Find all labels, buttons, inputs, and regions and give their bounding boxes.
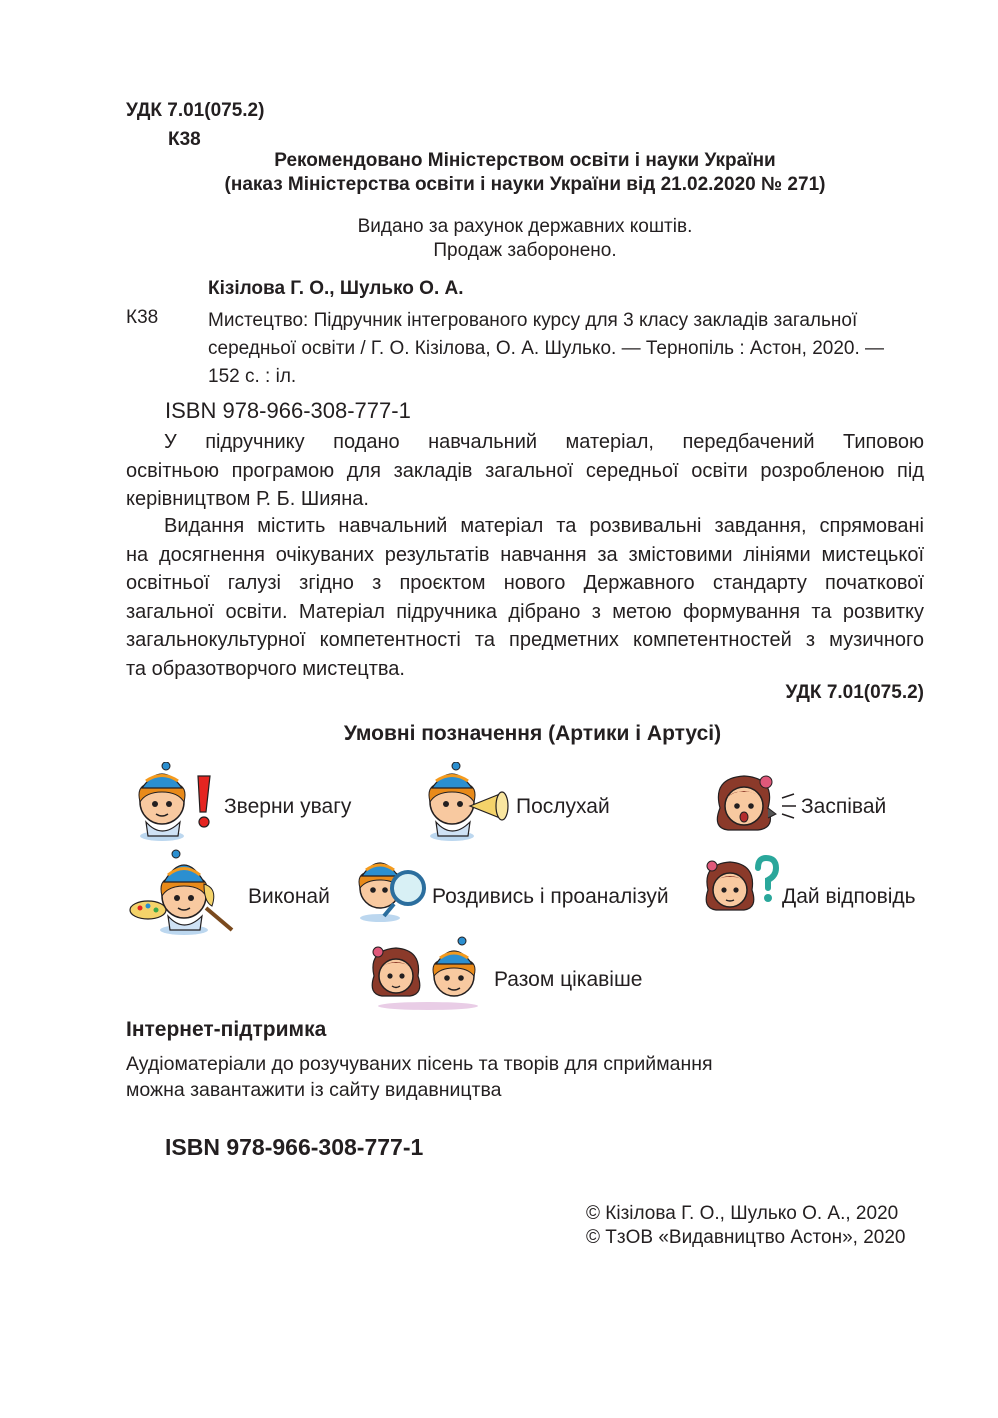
copyright-authors: © Кізілова Г. О., Шулько О. А., 2020 — [586, 1203, 899, 1224]
internet-support-line-2: можна завантажити із сайту видавництва — [126, 1079, 502, 1101]
legend-label-together: Разом цікавіше — [494, 968, 643, 991]
bibliography-line-1: Мистецтво: Підручник інтегрованого курсу для 3 класу закладів загальної — [208, 310, 858, 331]
legend-label-sing: Заспівай — [801, 795, 887, 818]
publication-note-2: Продаж заборонено. — [433, 240, 617, 261]
bibliography-line-2: середньої освіти / Г. О. Кізілова, О. А. Шулько. — Тернопіль : Астон, 2020. — — [208, 338, 885, 359]
boy-exclamation-icon — [128, 762, 220, 842]
legend-label-do: Виконай — [248, 885, 330, 908]
internet-support-line-1: Аудіоматеріали до розучуваних пісень та творів для сприймання — [126, 1053, 713, 1075]
author-mark: К38 — [168, 129, 201, 150]
legend-label-listen: Послухай — [516, 795, 610, 818]
girl-singing-icon — [706, 768, 800, 840]
annotation-line: та образотворчого мистецтва. — [126, 657, 405, 680]
boy-trumpet-icon — [414, 762, 518, 842]
udk-code: УДК 7.01(075.2) — [126, 100, 265, 121]
copyright-publisher: © ТзОВ «Видавництво Астон», 2020 — [586, 1227, 906, 1248]
legend-title: Умовні позначення (Артики і Артусі) — [343, 722, 722, 745]
publication-note-1: Видано за рахунок державних коштів. — [357, 216, 693, 237]
bibliography-code: К38 — [126, 307, 159, 328]
authors: Кізілова Г. О., Шулько О. А. — [208, 278, 464, 299]
recommendation-line-1: Рекомендовано Міністерством освіти і науки України — [274, 150, 776, 171]
annotation-line: Видання містить навчальний матеріал та розвивальні завдання, спрямовані — [164, 515, 924, 537]
boy-painting-icon — [128, 848, 238, 936]
legend-label-analyze: Роздивись і проаналізуй — [432, 885, 669, 908]
annotation-line: освітньої галузі згідно з проєктом нового Державного стандарту початкової — [126, 572, 924, 594]
annotation-paragraph-2 — [126, 512, 924, 683]
annotation-line: У підручнику подано навчальний матеріал, передбачений Типовою — [164, 431, 924, 453]
recommendation-line-2: (наказ Міністерства освіти і науки України від 21.02.2020 № 271) — [224, 174, 826, 195]
boy-and-girl-icon — [368, 936, 494, 1010]
annotation-line: освітньою програмою для закладів загальної середньої освіти розробленою під — [126, 459, 924, 482]
internet-support-title: Інтернет-підтримка — [126, 1018, 327, 1041]
bibliography-line-3: 152 с. : іл. — [208, 366, 297, 387]
girl-question-icon — [700, 852, 780, 924]
legend-label-attention: Зверни увагу — [224, 795, 352, 818]
annotation-line: загальнокультурної компетентності та предметних компетентностей з музичного — [126, 629, 924, 651]
annotation-line: загальної освіти. Матеріал підручника дібрано з метою формування та розвитку — [126, 600, 924, 623]
annotation-paragraph-1 — [126, 428, 924, 514]
legend-label-answer: Дай відповідь — [782, 885, 916, 908]
bibliography-description — [208, 307, 908, 391]
isbn-top: ISBN 978-966-308-777-1 — [165, 398, 411, 423]
isbn-bottom: ISBN 978-966-308-777-1 — [165, 1134, 424, 1160]
annotation-line: керівництвом Р. Б. Шияна. — [126, 488, 369, 510]
annotation-line: на досягнення очікуваних результатів навчання за змістовими лініями мистецької — [126, 543, 924, 566]
boy-magnifier-icon — [350, 852, 432, 922]
udk-code-right: УДК 7.01(075.2) — [785, 682, 924, 703]
internet-support-text — [126, 1051, 846, 1103]
